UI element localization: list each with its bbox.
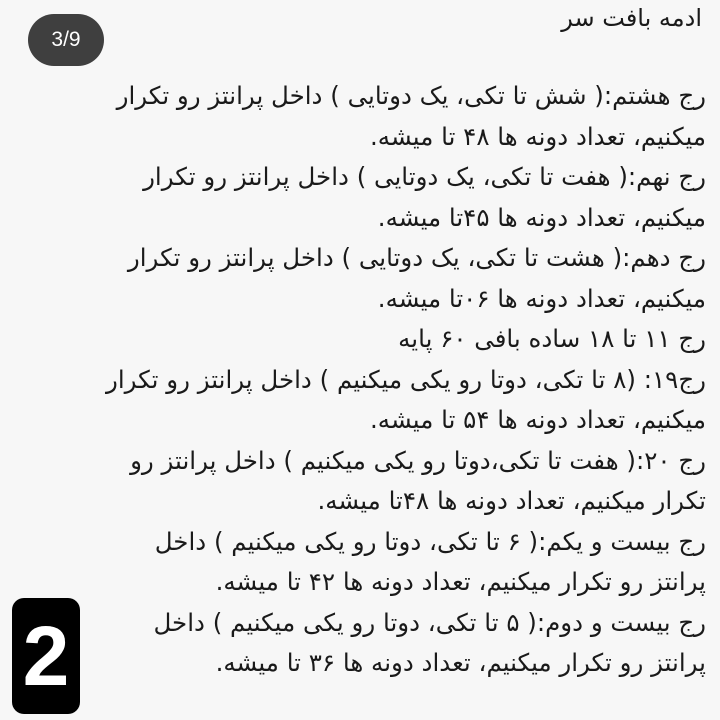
row-10-line-2: میکنیم، تعداد دونه ها ۰۶تا میشه. (377, 283, 706, 313)
row-22-line-1: رج بیست و دوم:( ۵ تا تکی، دوتا رو یکی میکنیم ) داخل (153, 607, 706, 637)
row-10-line-1: رج دهم:( هشت تا تکی، یک دوتایی ) داخل پرانتز رو تکرار (127, 243, 706, 272)
page-title: ادمه بافت سر (561, 4, 702, 32)
row-8-line-2: میکنیم، تعداد دونه ها ۴۸ تا میشه. (370, 121, 706, 151)
row-22-line-2: پرانتز رو تکرار میکنیم، تعداد دونه ها ۳۶ تا میشه. (215, 648, 706, 677)
corner-number-badge: 2 (12, 598, 80, 714)
row-9-line-1: رج نهم:( هفت تا تکی، یک دوتایی ) داخل پرانتز رو تکرار (143, 162, 706, 191)
page-counter-badge: 3/9 (28, 14, 104, 66)
row-21-line-1: رج بیست و یکم:( ۶ تا تکی، دوتا رو یکی میکنیم ) داخل (154, 526, 706, 556)
row-20-line-1: رج ۲۰:( هفت تا تکی،دوتا رو یکی میکنیم ) داخل پرانتز رو (130, 445, 706, 475)
row-20-line-2: تکرار میکنیم، تعداد دونه ها ۴۸تا میشه. (317, 486, 706, 515)
rows-11-18-line: رج ۱۱ تا ۱۸ ساده بافی ۶۰ پایه (398, 324, 706, 353)
row-21-line-2: پرانتز رو تکرار میکنیم، تعداد دونه ها ۴۲ تا میشه. (215, 567, 706, 596)
row-9-line-2: میکنیم، تعداد دونه ها ۴۵تا میشه. (377, 202, 706, 232)
row-19-line-2: میکنیم، تعداد دونه ها ۵۴ تا میشه. (370, 405, 706, 434)
row-19-line-1: رج۱۹: (۸ تا تکی، دوتا رو یکی میکنیم ) داخل پرانتز رو تکرار (105, 364, 706, 394)
instructions-text (46, 76, 706, 684)
row-8-line-1: رج هشتم:( شش تا تکی، یک دوتایی ) داخل پرانتز رو تکرار (116, 81, 706, 110)
